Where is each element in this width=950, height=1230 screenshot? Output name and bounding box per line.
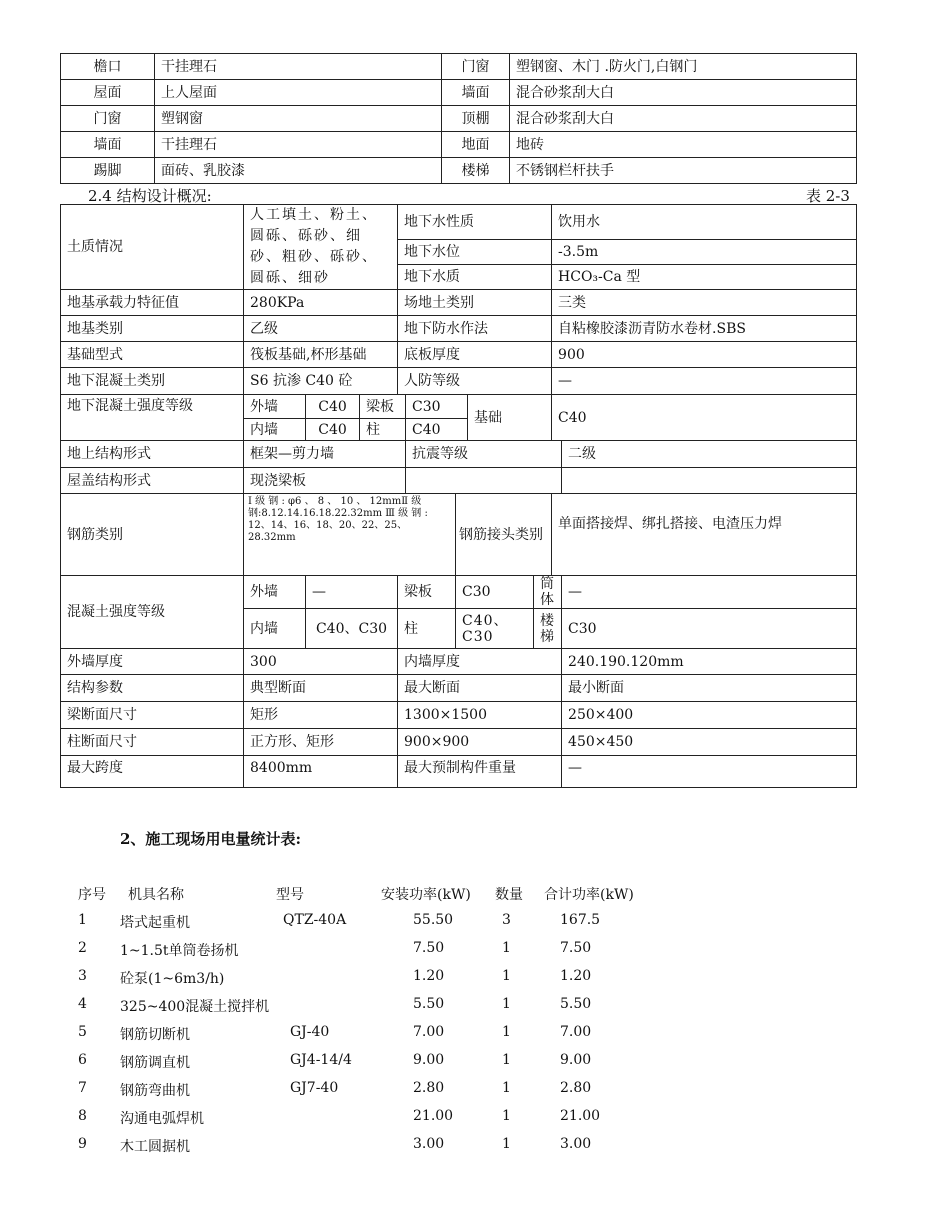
structure-table (60, 204, 857, 788)
c-int-wall-value: C40、C30 (306, 609, 398, 649)
param-min: 最小断面 (562, 675, 857, 702)
power-row-cell: 1 (502, 940, 511, 956)
column-label: 柱 (360, 419, 406, 441)
power-header: 合计功率(kW) (544, 887, 634, 903)
power-row-cell: 沟通电弧焊机 (120, 1111, 204, 1127)
foundation-label: 基础 (468, 395, 552, 441)
power-row-cell: 3 (78, 968, 87, 984)
power-row-cell: 5.50 (413, 996, 445, 1012)
power-row-cell: 1~1.5t单筒卷扬机 (120, 943, 239, 959)
power-row-cell: 1 (502, 996, 511, 1012)
gw-nature-label: 地下水性质 (398, 205, 552, 240)
power-row-cell: 9 (78, 1136, 87, 1152)
span-label: 最大跨度 (61, 756, 244, 788)
ug-strength-label: 地下混凝土强度等级 (61, 395, 244, 441)
joint-label: 钢筋接头类别 (456, 494, 552, 576)
section-title: 2.4 结构设计概况: (88, 187, 212, 205)
power-row-cell: 9.00 (413, 1052, 445, 1068)
deco-material: 上人屋面 (155, 80, 442, 106)
decoration-row (61, 54, 857, 80)
power-row-cell: 2.80 (413, 1080, 445, 1096)
deco-part: 门窗 (442, 54, 510, 80)
ext-wall-value: C40 (306, 395, 360, 419)
param-max: 最大断面 (398, 675, 562, 702)
deco-part: 楼梯 (442, 158, 510, 184)
precast-label: 最大预制构件重量 (398, 756, 562, 788)
power-row-cell: 1.20 (560, 968, 592, 984)
rebar-label: 钢筋类别 (61, 494, 244, 576)
deco-material: 面砖、乳胶漆 (155, 158, 442, 184)
gw-level-value: -3.5m (552, 240, 857, 265)
soil-value: 人工填土、粉土、圆砾、砾砂、细砂、粗砂、砾砂、圆砾、细砂 (244, 205, 398, 290)
power-row-cell: 1 (502, 1108, 511, 1124)
power-row-cell: 1 (502, 1080, 511, 1096)
int-thk-label: 内墙厚度 (398, 649, 562, 675)
c-col-label: 柱 (398, 609, 456, 649)
seismic-label: 抗震等级 (406, 441, 562, 468)
table-number: 表 2-3 (806, 187, 850, 205)
deco-material: 塑钢窗 (155, 106, 442, 132)
int-wall-label: 内墙 (244, 419, 306, 441)
param-label: 结构参数 (61, 675, 244, 702)
param-typical: 典型断面 (244, 675, 398, 702)
found-type-value: 筏板基础,杯形基础 (244, 342, 398, 368)
roof-label: 屋盖结构形式 (61, 468, 244, 494)
power-row-cell: 1 (78, 912, 87, 928)
deco-material: 干挂理石 (155, 54, 442, 80)
power-row-cell: 4 (78, 996, 87, 1012)
soil-label: 土质情况 (61, 205, 244, 290)
found-class-label: 地基类别 (61, 316, 244, 342)
deco-part: 屋面 (61, 80, 155, 106)
deco-part: 墙面 (442, 80, 510, 106)
ext-thk-label: 外墙厚度 (61, 649, 244, 675)
column-value: C40 (406, 419, 468, 441)
power-row-cell: 1 (502, 1052, 511, 1068)
above-label: 地上结构形式 (61, 441, 244, 468)
power-row-cell: 钢筋调直机 (120, 1055, 190, 1071)
decoration-row (61, 132, 857, 158)
gw-quality-label: 地下水质 (398, 265, 552, 290)
power-row-cell: 5.50 (560, 996, 592, 1012)
beam-max: 1300×1500 (398, 702, 562, 729)
deco-part: 檐口 (61, 54, 155, 80)
deco-material: 不锈钢栏杆扶手 (510, 158, 857, 184)
col-max: 900×900 (398, 729, 562, 756)
power-header: 机具名称 (128, 887, 184, 903)
power-row-cell: 325~400混凝土搅拌机 (120, 999, 270, 1015)
site-soil-label: 场地土类别 (398, 290, 552, 316)
power-header: 数量 (495, 887, 523, 903)
power-row-cell: 2.80 (560, 1080, 592, 1096)
deco-part: 踢脚 (61, 158, 155, 184)
c-ext-wall-value: — (306, 576, 398, 609)
c-stair-label: 楼梯 (534, 609, 562, 649)
power-row-cell: GJ4-14/4 (290, 1052, 352, 1068)
power-row-cell: 木工圆据机 (120, 1139, 190, 1155)
foundation-value: C40 (552, 395, 857, 441)
c-beam-label: 梁板 (398, 576, 456, 609)
decoration-row (61, 158, 857, 184)
power-row-cell: 钢筋弯曲机 (120, 1083, 190, 1099)
power-row-cell: QTZ-40A (283, 912, 347, 928)
decoration-row (61, 106, 857, 132)
power-header: 安装功率(kW) (381, 887, 471, 903)
c-tube-value: — (562, 576, 857, 609)
ug-concrete-label: 地下混凝土类别 (61, 368, 244, 395)
span-value: 8400mm (244, 756, 398, 788)
c-beam-value: C30 (456, 576, 534, 609)
power-row-cell: 1 (502, 1024, 511, 1040)
int-wall-value: C40 (306, 419, 360, 441)
power-header: 序号 (78, 887, 106, 903)
bearing-value: 280KPa (244, 290, 398, 316)
power-row-cell: 3 (502, 912, 511, 928)
beam-typical: 矩形 (244, 702, 398, 729)
slab-label: 底板厚度 (398, 342, 552, 368)
power-row-cell: 5 (78, 1024, 87, 1040)
power-row-cell: 9.00 (560, 1052, 592, 1068)
deco-part: 门窗 (61, 106, 155, 132)
power-row-cell: 21.00 (413, 1108, 454, 1124)
joint-value: 单面搭接焊、绑扎搭接、电渣压力焊 (552, 494, 857, 576)
above-value: 框架—剪力墙 (244, 441, 406, 468)
waterproof-label: 地下防水作法 (398, 316, 552, 342)
beam-slab-value: C30 (406, 395, 468, 419)
int-thk-value: 240.190.120mm (562, 649, 857, 675)
seismic-value: 二级 (562, 441, 857, 468)
power-row-cell: 8 (78, 1108, 87, 1124)
ug-concrete-value: S6 抗渗 C40 砼 (244, 368, 398, 395)
ext-thk-value: 300 (244, 649, 398, 675)
power-row-cell: 砼泵(1~6m3/h) (120, 971, 225, 987)
power-row-cell: 2 (78, 940, 87, 956)
power-row-cell: 21.00 (560, 1108, 601, 1124)
power-row-cell: GJ-40 (290, 1024, 330, 1040)
c-ext-wall-label: 外墙 (244, 576, 306, 609)
gw-level-label: 地下水位 (398, 240, 552, 265)
precast-value: — (562, 756, 857, 788)
roof-value: 现浇梁板 (244, 468, 406, 494)
beam-sec-label: 梁断面尺寸 (61, 702, 244, 729)
decoration-row (61, 80, 857, 106)
power-row-cell: 钢筋切断机 (120, 1027, 190, 1043)
power-row-cell: 7.00 (413, 1024, 445, 1040)
rebar-value: Ⅰ 级 钢 : φ6 、 8 、 10 、 12mmⅡ 级钢:8.12.14.16.18.22.32mm Ⅲ 级 钢 : 12、14、16、18、20、22、25、28.32mm (244, 494, 456, 576)
waterproof-value: 自粘橡胶漆沥青防水卷材.SBS (552, 316, 857, 342)
power-row-cell: 7.00 (560, 1024, 592, 1040)
power-row-cell: 7.50 (560, 940, 592, 956)
slab-value: 900 (552, 342, 857, 368)
found-type-label: 基础型式 (61, 342, 244, 368)
deco-material: 干挂理石 (155, 132, 442, 158)
power-row-cell: 1 (502, 968, 511, 984)
site-soil-value: 三类 (552, 290, 857, 316)
power-row-cell: 6 (78, 1052, 87, 1068)
ext-wall-label: 外墙 (244, 395, 306, 419)
power-row-cell: 3.00 (560, 1136, 592, 1152)
deco-part: 墙面 (61, 132, 155, 158)
col-typical: 正方形、矩形 (244, 729, 398, 756)
c-int-wall-label: 内墙 (244, 609, 306, 649)
c-stair-value: C30 (562, 609, 857, 649)
deco-material: 混合砂浆刮大白 (510, 80, 857, 106)
civil-def-label: 人防等级 (398, 368, 552, 395)
gw-nature-value: 饮用水 (552, 205, 857, 240)
power-row-cell: GJ7-40 (290, 1080, 339, 1096)
beam-slab-label: 梁板 (360, 395, 406, 419)
col-min: 450×450 (562, 729, 857, 756)
civil-def-value: — (552, 368, 857, 395)
power-row-cell: 1 (502, 1136, 511, 1152)
power-row-cell: 7 (78, 1080, 87, 1096)
power-row-cell: 3.00 (413, 1136, 445, 1152)
found-class-value: 乙级 (244, 316, 398, 342)
col-sec-label: 柱断面尺寸 (61, 729, 244, 756)
roof-empty-a (406, 468, 562, 494)
roof-empty-b (562, 468, 857, 494)
power-row-cell: 55.50 (413, 912, 454, 928)
power-heading: 2、施工现场用电量统计表: (120, 830, 301, 848)
power-header: 型号 (276, 887, 304, 903)
power-row-cell: 167.5 (560, 912, 601, 928)
c-tube-label: 筒体 (534, 576, 562, 609)
conc-label: 混凝土强度等级 (61, 576, 244, 649)
deco-material: 地砖 (510, 132, 857, 158)
power-row-cell: 塔式起重机 (120, 915, 190, 931)
deco-material: 混合砂浆刮大白 (510, 106, 857, 132)
deco-part: 地面 (442, 132, 510, 158)
gw-quality-value: HCO₃-Ca 型 (552, 265, 857, 290)
power-row-cell: 1.20 (413, 968, 445, 984)
bearing-label: 地基承载力特征值 (61, 290, 244, 316)
c-col-value: C40、C30 (456, 609, 534, 649)
beam-min: 250×400 (562, 702, 857, 729)
deco-material: 塑钢窗、木门 .防火门,白钢门 (510, 54, 857, 80)
deco-part: 顶棚 (442, 106, 510, 132)
power-row-cell: 7.50 (413, 940, 445, 956)
decoration-table (60, 53, 857, 184)
